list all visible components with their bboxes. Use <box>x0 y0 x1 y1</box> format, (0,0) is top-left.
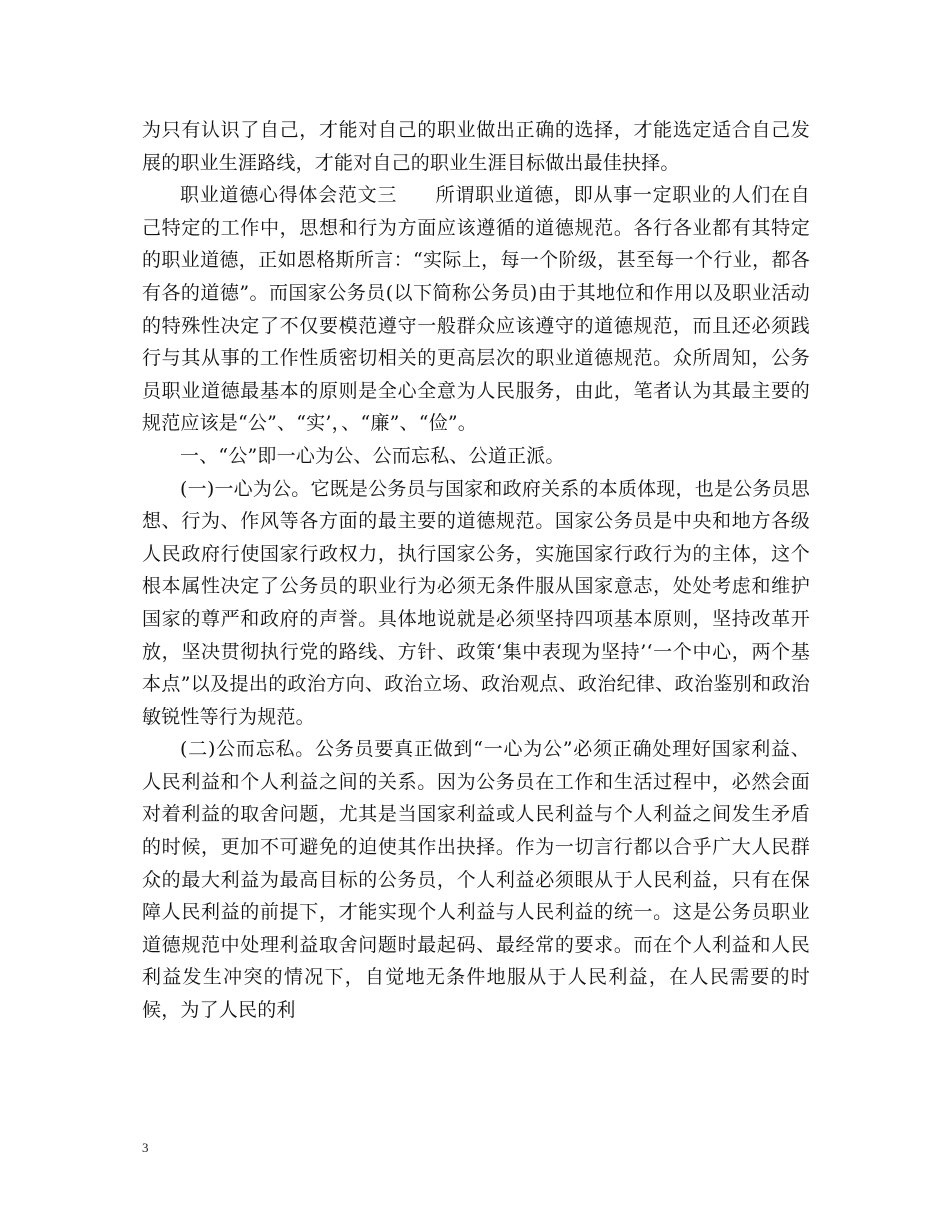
section-heading-gong: 一、“公”即一心为公、公而忘私、公道正派。 <box>180 444 565 467</box>
essay-intro-text: 所谓职业道德，即从事一定职业的人们在自己特定的工作中，思想和行为方面应该遵循的道德规范。各行各业都有其特定的职业道德，正如恩格斯所言：“实际上，每一个阶级，甚至每一个行业，都各有各的道德”。而国家公务员(以下简称公务员)由于其地位和作用以及职业活动的特殊性决定了不仅要模范遵守一般群众应该遵守的道德规范，而且还必须践行与其从事的工作性质密切相关的更高层次的职业道德规范。众所周知，公务员职业道德最基本的原则是全心全意为人民服务，由此，笔者认为其最主要的规范应该是“公”、“实’，、“廉”、“俭”。 <box>142 184 810 435</box>
paragraph-gongerwangsi: (二)公而忘私。公务员要真正做到“一心为公”必须正确处理好国家利益、人民利益和个人利益之间的关系。因为公务员在工作和生活过程中，必然会面对着利益的取舍问题，尤其是当国家利益或人民利益与个人利益之间发生矛盾的时候，更加不可避免的迫使其作出抉择。作为一切言行都以合乎广大人民群众的最大利益为最高目标的公务员，个人利益必须眼从于人民利益，只有在保障人民利益的前提下，才能实现个人利益与人民利益的统一。这是公务员职业道德规范中处理利益取舍问题时最起码、最经常的要求。而在个人利益和人民利益发生冲突的情况下，自觉地无条件地服从于人民利益，在人民需要的时候，为了人民的利 <box>142 738 810 1022</box>
paragraph-continuation: 为只有认识了自己，才能对自己的职业做出正确的选择，才能选定适合自己发展的职业生涯路线，才能对自己的职业生涯目标做出最佳抉择。 <box>142 119 810 174</box>
paragraph-yixinweigong: (一)一心为公。它既是公务员与国家和政府关系的本质体现，也是公务员思想、行为、作风等各方面的最主要的道德规范。国家公务员是中央和地方各级人民政府行使国家行政权力，执行国家公务，实施国家行政行为的主体，这个根本属性决定了公务员的职业行为必须无条件服从国家意志，处处考虑和维护国家的尊严和政府的声誉。具体地说就是必须坚持四项基本原则，坚持改革开放，坚决贯彻执行党的路线、方针、政策‘集中表现为坚持’‘一个中心，两个基本点”以及提出的政治方向、政治立场、政治观点、政治纪律、政治鉴别和政治敏锐性等行为规范。 <box>142 477 810 728</box>
essay-heading: 职业道德心得体会范文三 <box>180 184 398 207</box>
page-number: 3 <box>142 1140 149 1155</box>
document-body <box>142 114 810 1027</box>
paragraph-essay-intro <box>142 179 810 440</box>
